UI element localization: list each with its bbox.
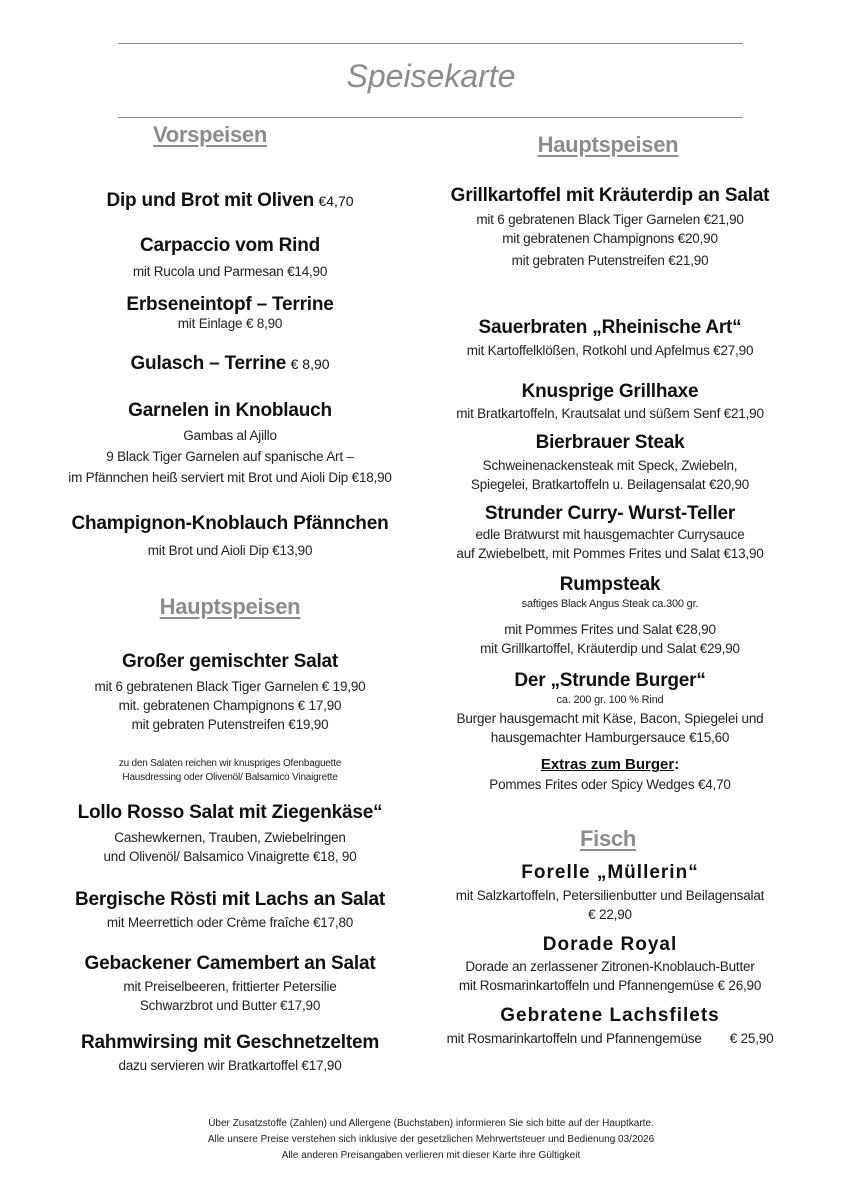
title-rule [118,117,743,118]
vorspeisen-heading: Vorspeisen [153,122,267,147]
menu-item: Champignon-Knoblauch Pfännchen mit Brot und Aioli Dip €13,90 [71,513,389,558]
menu-item: Grillkartoffel mit Kräuterdip an Salat mit 6 gebratenen Black Tiger Garnelen €21,90 mit gebratenen Champignons €20,90 mit gebraten Putenstreifen €21,90 [450,185,770,268]
menu-item: Gulasch – Terrine € 8,90 [130,353,330,374]
menu-item: Knusprige Grillhaxe mit Bratkartoffeln, Krautsalat und süßem Senf €21,90 [456,381,764,421]
menu-item: Rahmwirsing mit Geschnetzeltem dazu servieren wir Bratkartoffel €17,90 [80,1032,380,1073]
menu-item: Gebratene Lachsfilets mit Rosmarinkartoffeln und Pfannengemüse € 25,90 [420,1005,800,1048]
menu-item: Gebackener Camembert an Salat mit Preiselbeeren, frittierter Petersilie Schwarzbrot und Butter €17,90 [84,953,376,1013]
menu-item: Garnelen in Knoblauch Gambas al Ajillo 9 Black Tiger Garnelen auf spanische Art – im Pfännchen heiß serviert mit Brot und Aioli Dip €18,90 [68,400,392,485]
menu-item: Strunder Curry- Wurst-Teller edle Bratwurst mit hausgemachter Currysauce auf Zwiebelbett, mit Pommes Frites und Salat €13,90 [456,503,764,561]
salad-note: zu den Salaten reichen wir knuspriges Ofenbaguette Hausdressing oder Olivenöl/ Balsamico Vinaigrette [118,758,342,783]
menu-item: Bergische Rösti mit Lachs an Salat mit Meerrettich oder Crème fraîche €17,80 [75,889,385,930]
menu-item: Sauerbraten „Rheinische Art“ mit Kartoffelklößen, Rotkohl und Apfelmus €27,90 [466,317,754,358]
menu-item: Dip und Brot mit Oliven €4,70 [106,190,354,211]
lachs-desc-line: mit Rosmarinkartoffeln und Pfannengemüse € 25,90 [446,1031,774,1046]
fisch-heading: Fisch [580,826,636,851]
menu-item: Erbseneintopf – Terrine mit Einlage € 8,90 [126,294,334,331]
menu-item: Lollo Rosso Salat mit Ziegenkäse“ Cashewkernen, Trauben, Zwiebelringen und Olivenöl/ Balsamico Vinaigrette €18, 90 [77,802,383,864]
hauptspeisen-heading-left: Hauptspeisen [159,594,301,619]
menu-item: Dorade Royal Dorade an zerlassener Zitronen-Knoblauch-Butter mit Rosmarinkartoffeln und Pfannengemüse € 26,90 [458,934,762,993]
extras-block: Extras zum Burger: Pommes Frites oder Spicy Wedges €4,70 [489,756,731,792]
top-rule [118,43,743,44]
menu-item: Bierbrauer Steak Schweinenackensteak mit Speck, Zwiebeln, Spiegelei, Bratkartoffeln u. Beilagensalat €20,90 [470,432,750,492]
menu-item: Carpaccio vom Rind mit Rucola und Parmesan €14,90 [132,235,328,279]
menu-item: Der „Strunde Burger“ ca. 200 gr. 100 % Rind Burger hausgemacht mit Käse, Bacon, Spiegelei und hausgemachter Hamburgersauce €15,60 [456,670,764,745]
footer-notes: Über Zusatzstoffe (Zahlen) und Allergene (Buchstaben) informieren Sie sich bitte auf der Hauptkarte. Alle unsere Preise verstehen sich inklusive der gesetzlichen Mehrwertsteuer und Bedienung 03/2026 Alle anderen Preisangaben verlieren mit dieser Karte ihre Gültigkeit [207,1118,655,1161]
menu-item: Rumpsteak saftiges Black Angus Steak ca.300 gr. mit Pommes Frites und Salat €28,90 mit Grillkartoffel, Kräuterdip und Salat €29,90 [480,574,740,656]
menu-item: Großer gemischter Salat mit 6 gebratenen Black Tiger Garnelen € 19,90 mit. gebratenen Champignons € 17,90 mit gebraten Putenstreifen €19,90 [94,651,366,732]
hauptspeisen-heading-right: Hauptspeisen [537,132,679,157]
page-title: Speisekarte [346,58,516,94]
menu-item: Forelle „Müllerin“ mit Salzkartoffeln, Petersilienbutter und Beilagensalat € 22,90 [455,862,765,922]
